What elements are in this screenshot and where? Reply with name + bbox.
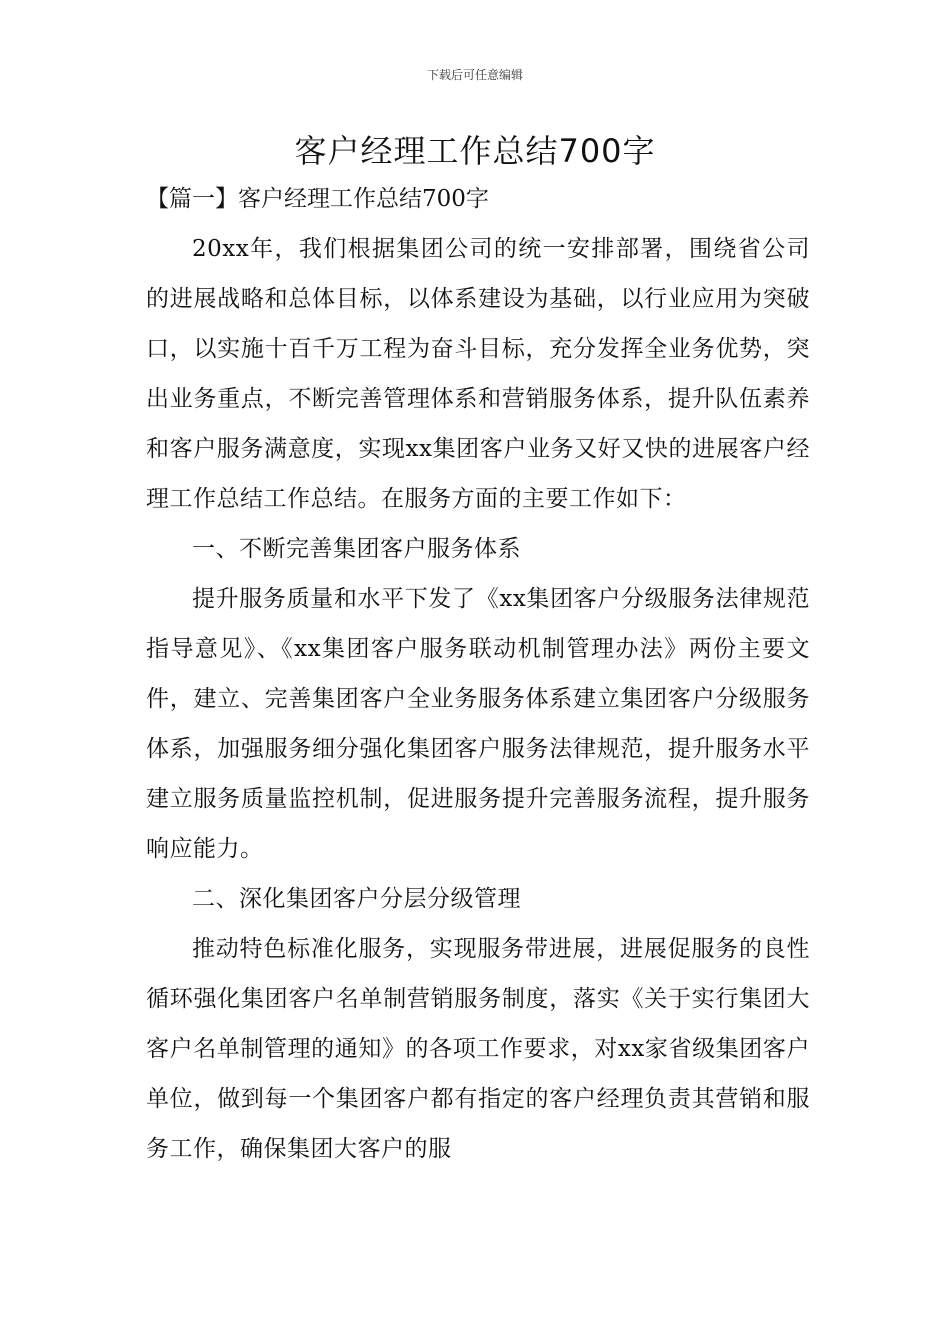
paragraph-tiered-management: 推动特色标准化服务，实现服务带进展，进展促服务的良性循环强化集团客户名单制营销服务制度，落实《关于实行集团大客户名单制管理的通知》的各项工作要求，对xx家省级集团客户单位，做到每一个集团客户都有指定的客户经理负责其营销和服务工作，确保集团大客户的服 [146,936,810,1162]
paragraph-service-system: 提升服务质量和水平下发了《xx集团客户分级服务法律规范指导意见》、《xx集团客户服务联动机制管理办法》两份主要文件，建立、完善集团客户全业务服务体系建立集团客户分级服务体系，加强服务细分强化集团客户服务法律规范，提升服务水平建立服务质量监控机制，促进服务提升完善服务流程，提升服务响应能力。 [146,586,810,862]
subheading-one: 一、不断完善集团客户服务体系 [192,536,521,562]
header-note: 下载后可任意编辑 [426,68,523,82]
subheading-two: 二、深化集团客户分层分级管理 [192,886,521,912]
document-body [146,224,810,1174]
paragraph-intro: 20xx年，我们根据集团公司的统一安排部署，围绕省公司的进展战略和总体目标，以体系建设为基础，以行业应用为突破口，以实施十百千万工程为奋斗目标，充分发挥全业务优势，突出业务重点，不断完善管理体系和营销服务体系，提升队伍素养和客户服务满意度，实现xx集团客户业务又好又快的进展客户经理工作总结工作总结。在服务方面的主要工作如下： [146,236,810,512]
section-heading: 【篇一】客户经理工作总结700字 [146,186,489,212]
document-title: 客户经理工作总结700字 [294,132,656,170]
